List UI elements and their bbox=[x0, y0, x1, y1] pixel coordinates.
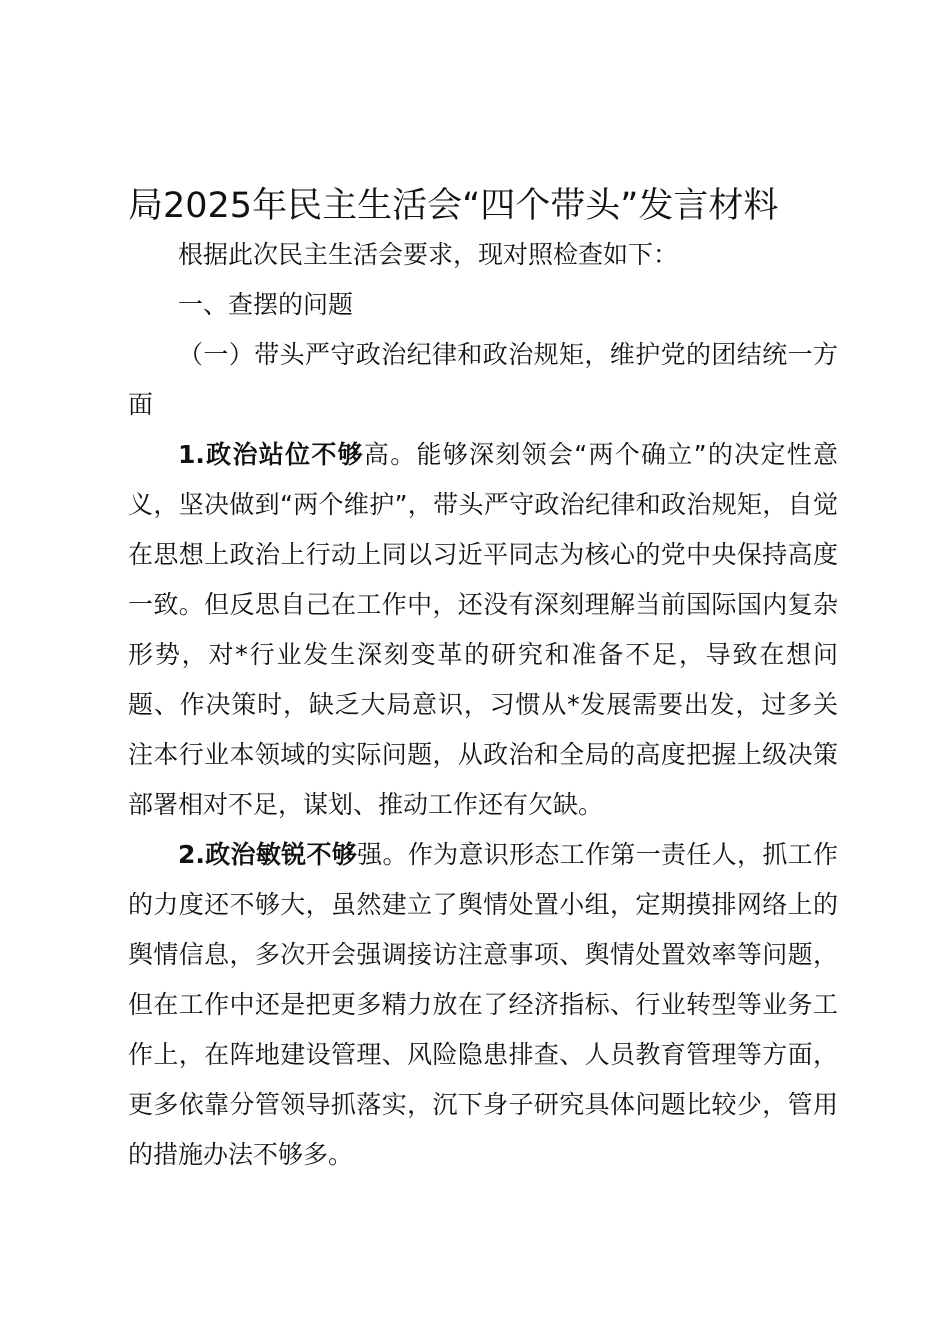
section-heading: 一、查摆的问题 bbox=[178, 290, 354, 319]
subsection-heading: （一）带头严守政治纪律和政治规矩，维护党的团结统一方面 bbox=[128, 340, 838, 419]
document-title: 局2025年民主生活会“四个带头”发言材料 bbox=[128, 186, 779, 226]
item-2-lead: 2.政治敏锐不够 bbox=[178, 840, 358, 869]
item-1-lead: 1.政治站位不够 bbox=[178, 440, 364, 469]
document-body bbox=[128, 230, 838, 1180]
item-1-text: 高。能够深刻领会“两个确立”的决定性意义，坚决做到“两个维护”，带头严守政治纪律和政治规矩，自觉在思想上政治上行动上同以习近平同志为核心的党中央保持高度一致。但反思自己在工作中，还没有深刻理解当前国际国内复杂形势，对*行业发生深刻变革的研究和准备不足，导致在想问题、作决策时，缺乏大局意识，习惯从*发展需要出发，过多关注本行业本领域的实际问题，从政治和全局的高度把握上级决策部署相对不足，谋划、推动工作还有欠缺。 bbox=[128, 440, 838, 819]
item-2-text: 强。作为意识形态工作第一责任人，抓工作的力度还不够大，虽然建立了舆情处置小组，定期摸排网络上的舆情信息，多次开会强调接访注意事项、舆情处置效率等问题，但在工作中还是把更多精力放在了经济指标、行业转型等业务工作上，在阵地建设管理、风险隐患排查、人员教育管理等方面，更多依靠分管领导抓落实，沉下身子研究具体问题比较少，管用的措施办法不够多。 bbox=[128, 840, 838, 1169]
item-2-paragraph bbox=[128, 830, 838, 1180]
item-1-paragraph bbox=[128, 430, 838, 830]
intro-paragraph: 根据此次民主生活会要求，现对照检查如下： bbox=[178, 240, 679, 269]
